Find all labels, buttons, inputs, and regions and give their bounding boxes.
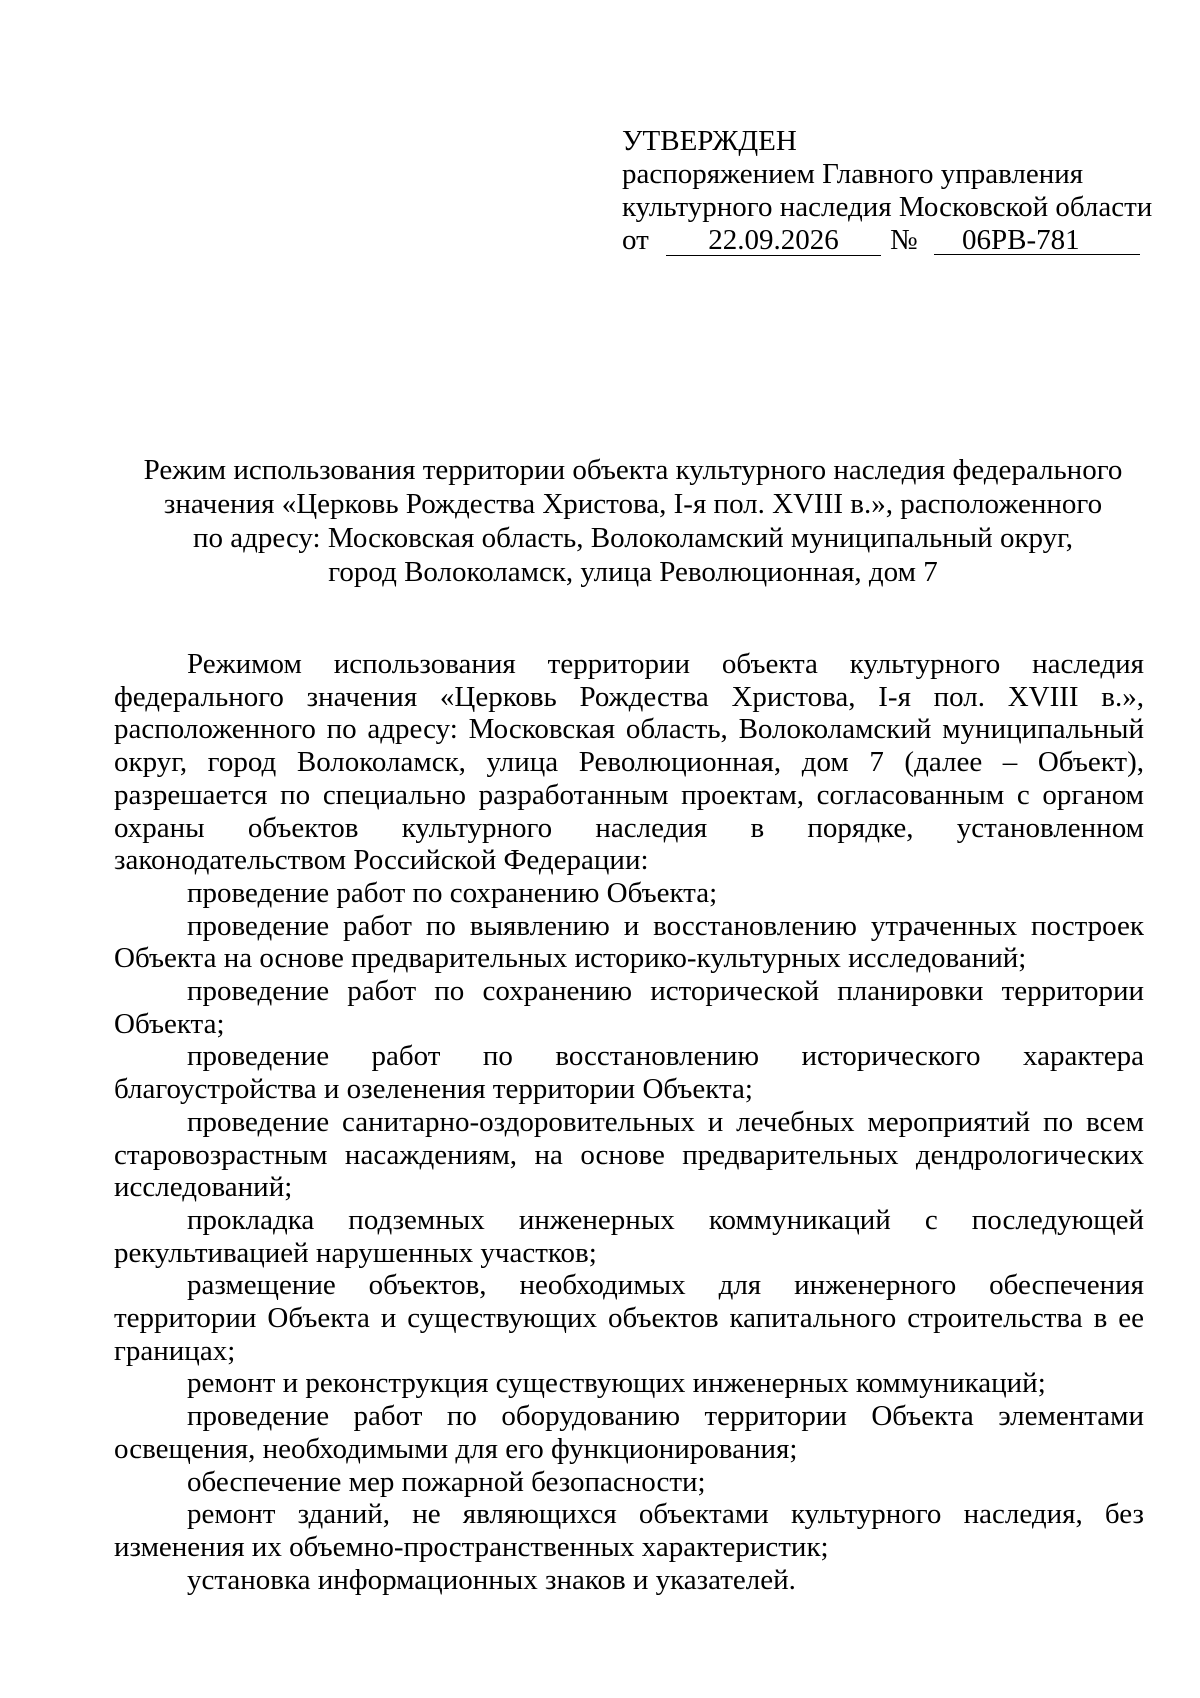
title-line-4: город Волоколамск, улица Революционная, дом 7 bbox=[328, 556, 938, 588]
list-item: ремонт зданий, не являющихся объектами культурного наследия, без изменения их объемно-пространственных характеристик; bbox=[114, 1498, 1144, 1563]
list-item: обеспечение мер пожарной безопасности; bbox=[187, 1465, 706, 1498]
date-label: от bbox=[622, 224, 649, 256]
list-item: проведение работ по выявлению и восстановлению утраченных построек Объекта на основе предварительных историко-культурных исследований; bbox=[114, 909, 1144, 975]
approval-date-row bbox=[622, 224, 1142, 257]
list-item: проведение работ по восстановлению исторического характера благоустройства и озеленения территории Объекта; bbox=[114, 1040, 1144, 1106]
approval-block bbox=[622, 125, 1153, 257]
title-line-3: по адресу: Московская область, Волоколамский муниципальный округ, bbox=[192, 522, 1074, 554]
intro-paragraph: Режимом использования территории объекта культурного наследия федерального значения «Церковь Рождества Христова, I-я пол. XVIII в.», расположенного по адресу: Московская область, Волоколамский муниципальный округ, город Волоколамск, улица Революционная, дом 7 (далее – Объект), разрешается по специально разработанным проектам, согласованным с органом охраны объектов культурного наследия в порядке, установленном законодательством Российской Федерации: bbox=[114, 648, 1144, 877]
approval-number: 06РВ-781 bbox=[934, 224, 1140, 255]
approval-heading: УТВЕРЖДЕН bbox=[622, 125, 797, 157]
approval-line-1: распоряжением Главного управления bbox=[622, 158, 1084, 190]
list-item: установка информационных знаков и указателей. bbox=[187, 1563, 796, 1596]
list-item: размещение объектов, необходимых для инженерного обеспечения территории Объекта и существующих объектов капитального строительства в ее границах; bbox=[114, 1269, 1144, 1367]
list-item: ремонт и реконструкция существующих инженерных коммуникаций; bbox=[187, 1367, 1046, 1400]
approval-line-2: культурного наследия Московской области bbox=[622, 191, 1153, 223]
approval-date: 22.09.2026 bbox=[666, 224, 881, 256]
number-label: № bbox=[890, 224, 918, 256]
list-item: проведение санитарно-оздоровительных и лечебных мероприятий по всем старовозрастным насаждениям, на основе предварительных дендрологических исследований; bbox=[114, 1105, 1144, 1204]
title-line-2: значения «Церковь Рождества Христова, I-я пол. XVIII в.», расположенного bbox=[163, 488, 1103, 520]
title-line-1: Режим использования территории объекта культурного наследия федерального bbox=[143, 454, 1123, 486]
document-title bbox=[118, 453, 1148, 589]
list-item: проведение работ по оборудованию территории Объекта элементами освещения, необходимыми для его функционирования; bbox=[114, 1400, 1144, 1465]
document-body bbox=[114, 648, 1144, 1596]
list-item: прокладка подземных инженерных коммуникаций с последующей рекультивацией нарушенных участков; bbox=[114, 1203, 1144, 1269]
list-item: проведение работ по сохранению исторической планировки территории Объекта; bbox=[114, 975, 1144, 1040]
list-item: проведение работ по сохранению Объекта; bbox=[187, 876, 718, 909]
